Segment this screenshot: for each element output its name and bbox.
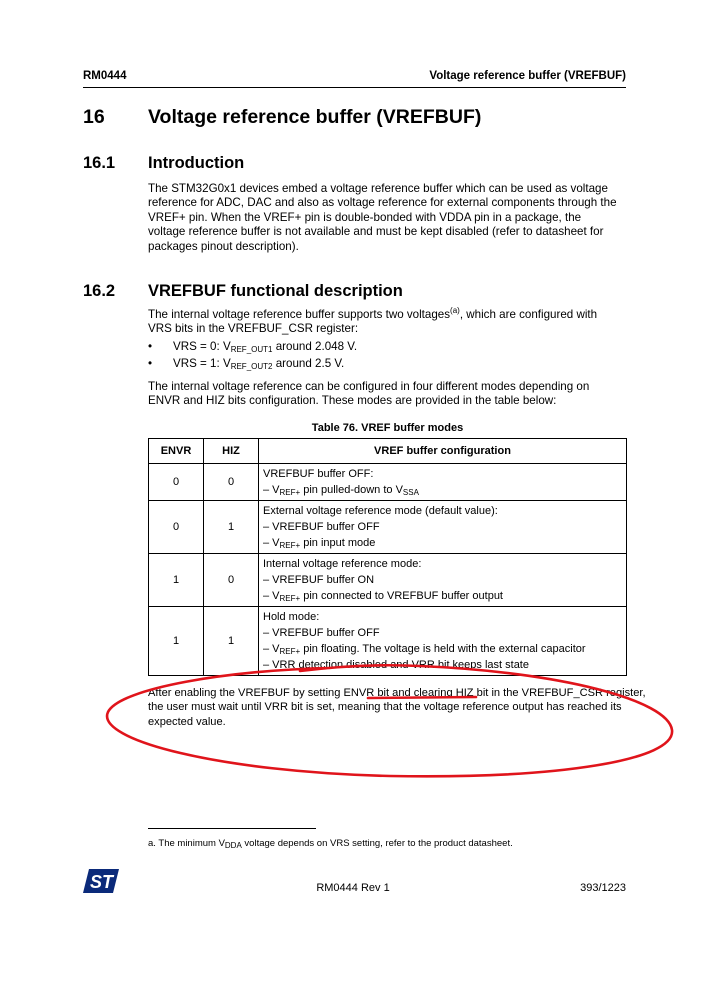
envr-cell: 0 xyxy=(149,464,204,501)
header-section-title: Voltage reference buffer (VREFBUF) xyxy=(429,70,626,82)
envr-cell: 0 xyxy=(149,501,204,554)
intro-line: packages pinout description). xyxy=(148,239,299,253)
column-header-hiz: HIZ xyxy=(204,439,259,464)
config-cell: VREFBUF buffer OFF: – $V_{REF+}$ pin pulled-down to $V_{SSA}$ xyxy=(259,464,627,501)
functional-paragraph-1: The internal voltage reference buffer supports two voltages$^{(a)}$, which are configured with VRS bits in the VREFBUF_CSR register: xyxy=(148,306,598,336)
bullet-icon: • xyxy=(148,340,153,353)
config-cell: Hold mode: – VREFBUF buffer OFF – $V_{REF+}$ pin floating. The voltage is held with the external capacitor – VRR detection disabled and VRR bit keeps last state xyxy=(259,607,627,676)
list-item: • VRS = 0: $V_{REF\_OUT1}$ around 2.048 V. xyxy=(148,340,358,354)
intro-line: VREF+ pin. When the VREF+ pin is double-bonded with VDDA pin in a package, the xyxy=(148,210,582,224)
section-1-title: Introduction xyxy=(148,154,245,172)
intro-line: voltage reference buffer is not available and must be kept disabled (refer to datasheet for xyxy=(148,225,604,239)
annotation-ellipse xyxy=(107,665,672,776)
enable-paragraph: After enabling the VREFBUF by setting ENVR bit and clearing HIZ bit in the VREFBUF_CSR register, the user must wait until VRR bit is set, meaning that the voltage reference output has reached its expected value. xyxy=(148,687,646,728)
column-header-config: VREF buffer configuration xyxy=(259,439,627,464)
footnote: a. The minimum $V_{DDA}$ voltage depends on VRS setting, refer to the product datasheet. xyxy=(148,838,513,850)
hiz-cell: 1 xyxy=(204,607,259,676)
section-2-title: VREFBUF functional description xyxy=(148,282,403,300)
column-header-envr: ENVR xyxy=(149,439,204,464)
chapter-number: 16 xyxy=(83,106,105,128)
hiz-cell: 0 xyxy=(204,554,259,607)
envr-cell: 1 xyxy=(149,607,204,676)
annotation-underline xyxy=(368,697,476,698)
functional-paragraph-2: The internal voltage reference can be configured in four different modes depending on ENVR and HIZ bits configuration. These modes are provided in the table below: xyxy=(148,380,590,408)
footer-revision: RM0444 Rev 1 xyxy=(316,882,390,894)
hiz-cell: 0 xyxy=(204,464,259,501)
chapter-title: Voltage reference buffer (VREFBUF) xyxy=(148,106,482,128)
section-1-number: 16.1 xyxy=(83,154,116,172)
envr-cell: 1 xyxy=(149,554,204,607)
section-2-number: 16.2 xyxy=(83,282,116,300)
footnote-ref: (a) xyxy=(450,306,460,315)
intro-line: The STM32G0x1 devices embed a voltage reference buffer which can be used as voltage xyxy=(148,182,608,195)
config-cell: External voltage reference mode (default value): – VREFBUF buffer OFF – $V_{REF+}$ pin input mode xyxy=(259,501,627,554)
hiz-cell: 1 xyxy=(204,501,259,554)
svg-text:ST: ST xyxy=(90,872,114,892)
intro-line: reference for ADC, DAC and also as voltage reference for external components through the xyxy=(148,196,617,210)
bullet-icon: • xyxy=(148,357,153,370)
footnote-rule xyxy=(148,828,316,829)
list-item: • VRS = 1: $V_{REF\_OUT2}$ around 2.5 V. xyxy=(148,357,345,371)
config-cell: Internal voltage reference mode: – VREFBUF buffer ON – $V_{REF+}$ pin connected to VREFBUF buffer output xyxy=(259,554,627,607)
footer-page-number: 393/1223 xyxy=(580,882,626,894)
header-doc-id: RM0444 xyxy=(83,70,127,82)
table-caption: Table 76. VREF buffer modes xyxy=(311,422,464,434)
